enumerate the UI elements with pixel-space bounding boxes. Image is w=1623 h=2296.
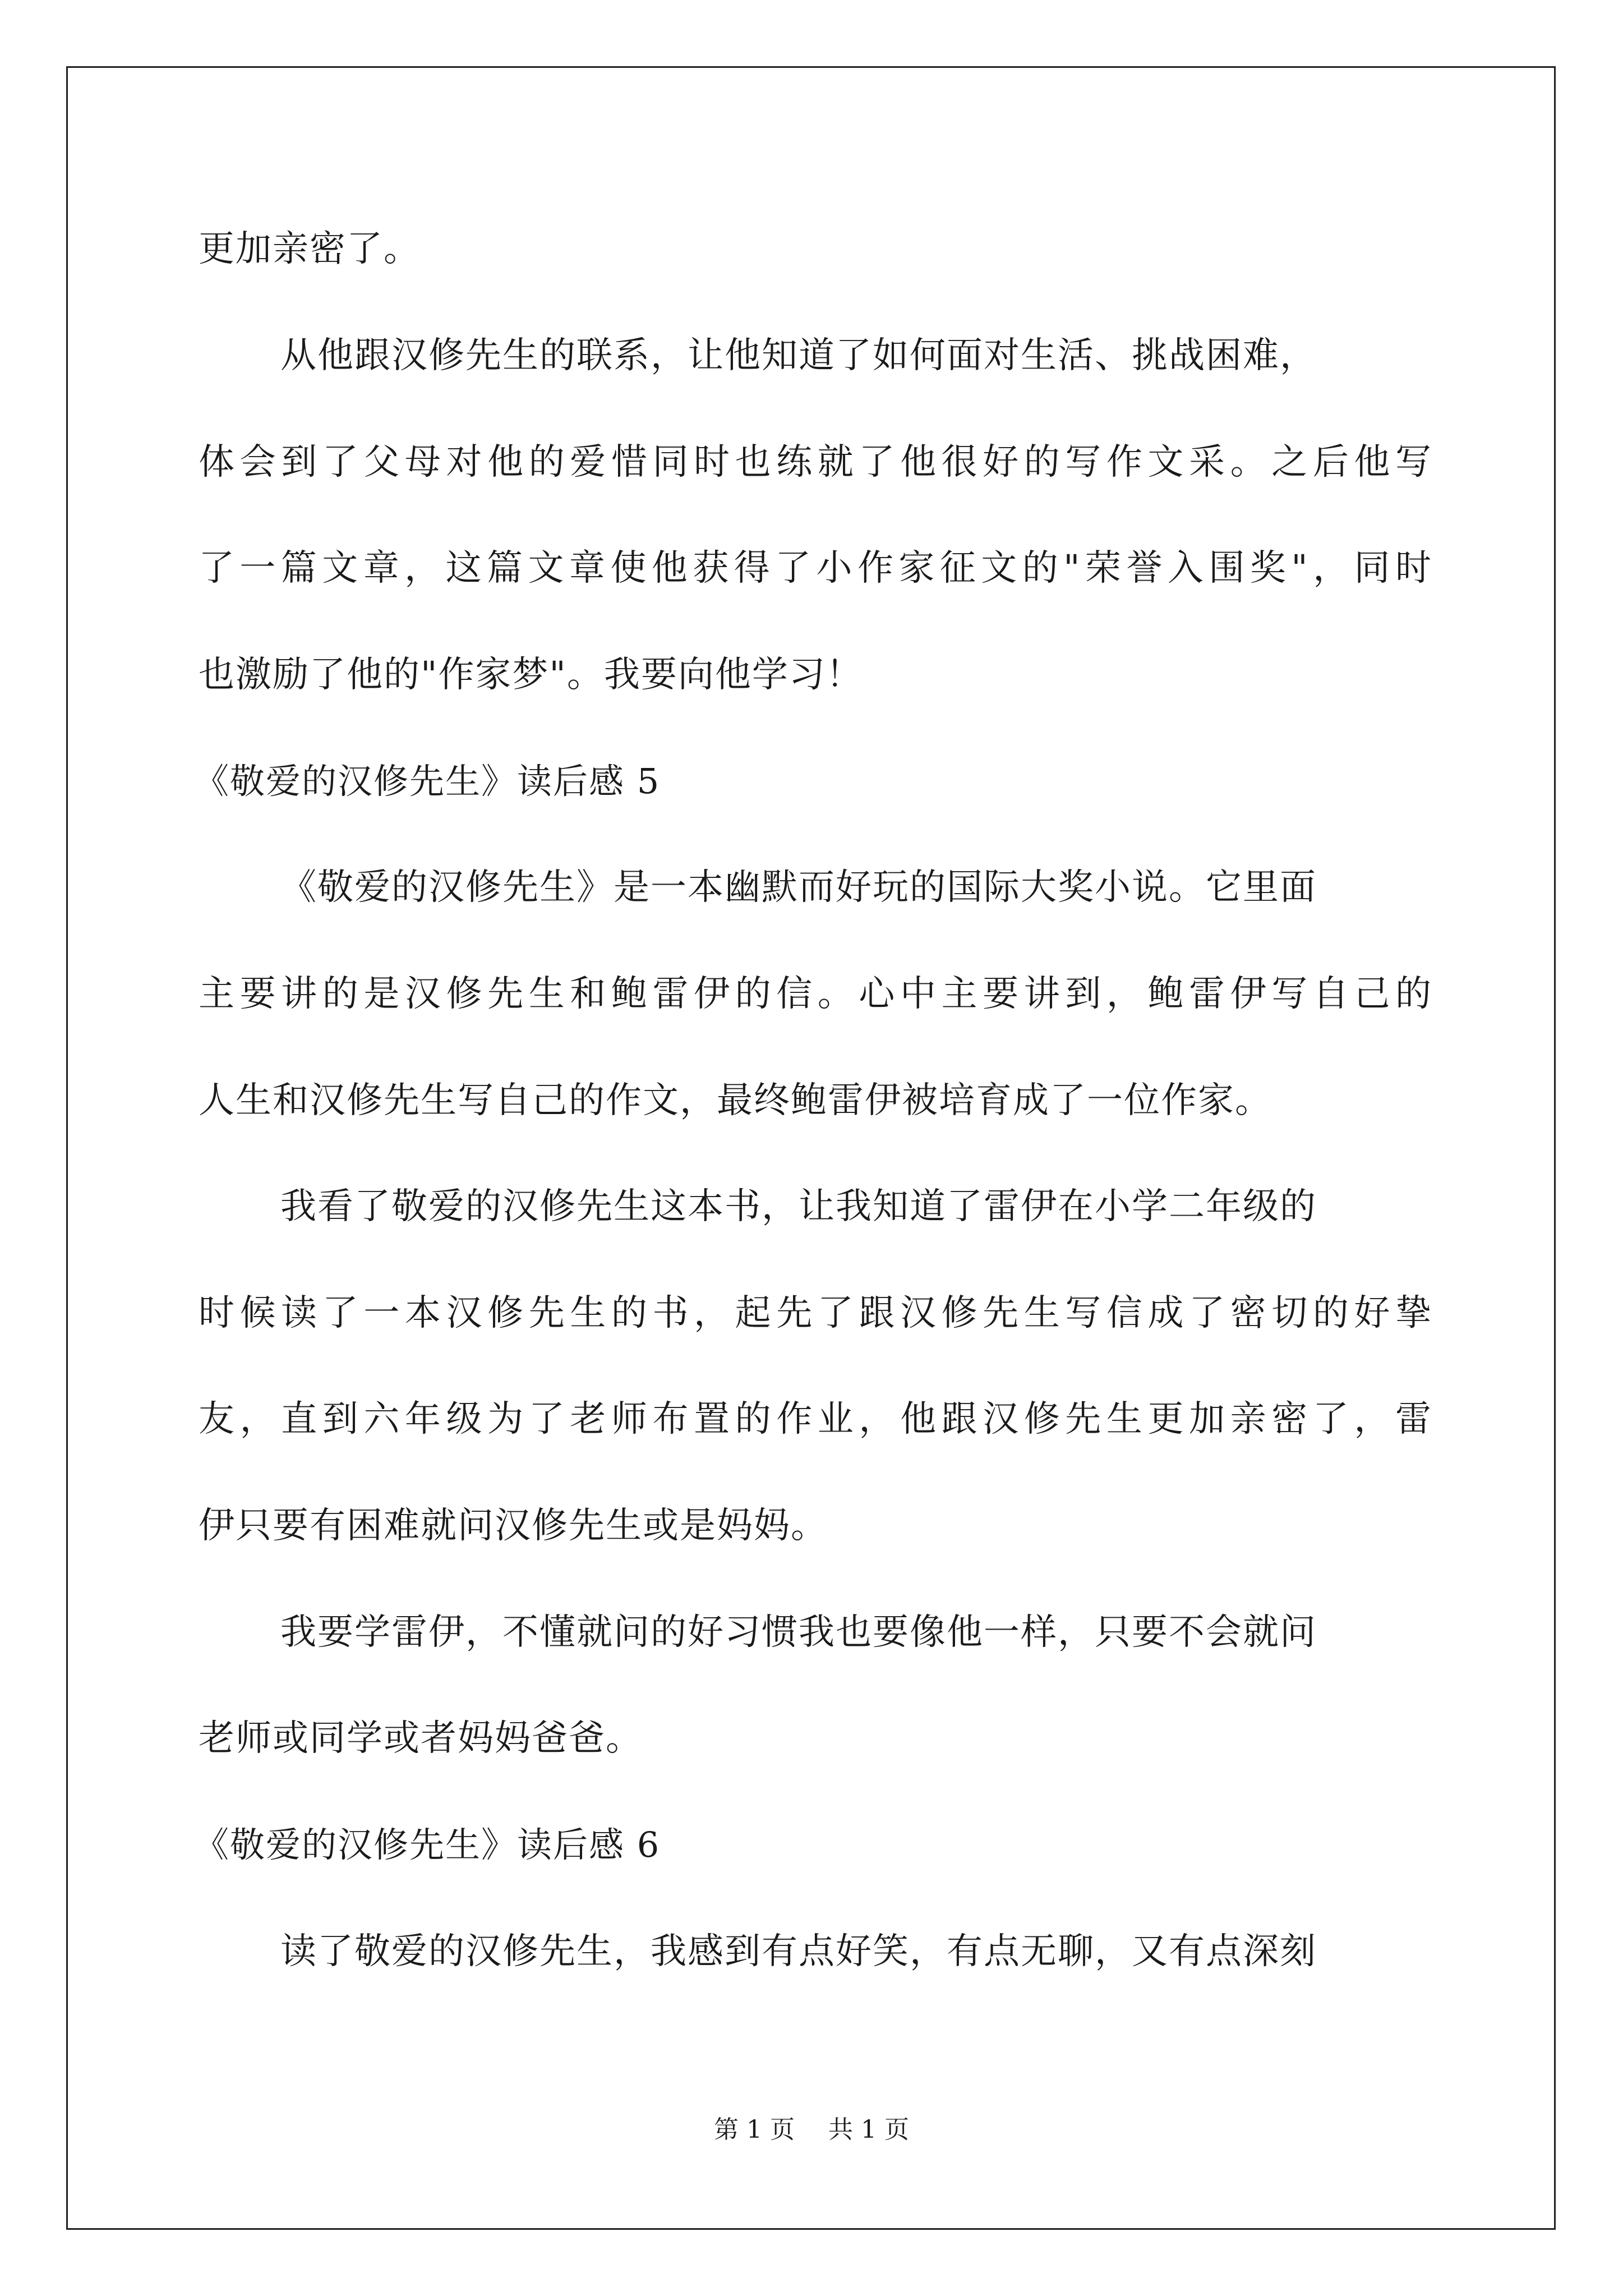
section-heading: 《敬爱的汉修先生》读后感 6 bbox=[194, 1824, 661, 1865]
page-footer bbox=[0, 2115, 1623, 2144]
paragraph-line: 从他跟汉修先生的联系，让他知道了如何面对生活、挑战困难， bbox=[280, 335, 1317, 376]
page-frame bbox=[66, 66, 1556, 2230]
text-line: 伊只要有困难就问汉修先生或是妈妈。 bbox=[199, 1505, 828, 1547]
page-number-current: 第 1 页 bbox=[714, 2115, 795, 2144]
text-line: 也激励了他的"作家梦"。我要向他学习！ bbox=[199, 654, 863, 696]
text-line: 体会到了父母对他的爱惜同时也练就了他很好的写作文采。之后他写 bbox=[199, 441, 1432, 483]
paragraph-line: 读了敬爱的汉修先生，我感到有点好笑，有点无聊，又有点深刻 bbox=[280, 1931, 1317, 1972]
text-line: 了一篇文章，这篇文章使他获得了小作家征文的"荣誉入围奖"，同时 bbox=[199, 547, 1432, 589]
page-number-total: 共 1 页 bbox=[828, 2115, 909, 2144]
text-line: 老师或同学或者妈妈爸爸。 bbox=[199, 1718, 643, 1759]
section-heading: 《敬爱的汉修先生》读后感 5 bbox=[194, 761, 661, 802]
text-line: 人生和汉修先生写自己的作文，最终鲍雷伊被培育成了一位作家。 bbox=[199, 1080, 1272, 1121]
text-line: 时候读了一本汉修先生的书，起先了跟汉修先生写信成了密切的好挚 bbox=[199, 1292, 1432, 1334]
paragraph-line: 《敬爱的汉修先生》是一本幽默而好玩的国际大奖小说。它里面 bbox=[280, 867, 1317, 908]
paragraph-line: 我要学雷伊，不懂就问的好习惯我也要像他一样，只要不会就问 bbox=[280, 1612, 1317, 1653]
text-line: 友，直到六年级为了老师布置的作业，他跟汉修先生更加亲密了，雷 bbox=[199, 1398, 1432, 1440]
text-line: 更加亲密了。 bbox=[199, 228, 421, 270]
paragraph-line: 我看了敬爱的汉修先生这本书，让我知道了雷伊在小学二年级的 bbox=[280, 1186, 1317, 1227]
text-line: 主要讲的是汉修先生和鲍雷伊的信。心中主要讲到，鲍雷伊写自己的 bbox=[199, 973, 1432, 1015]
